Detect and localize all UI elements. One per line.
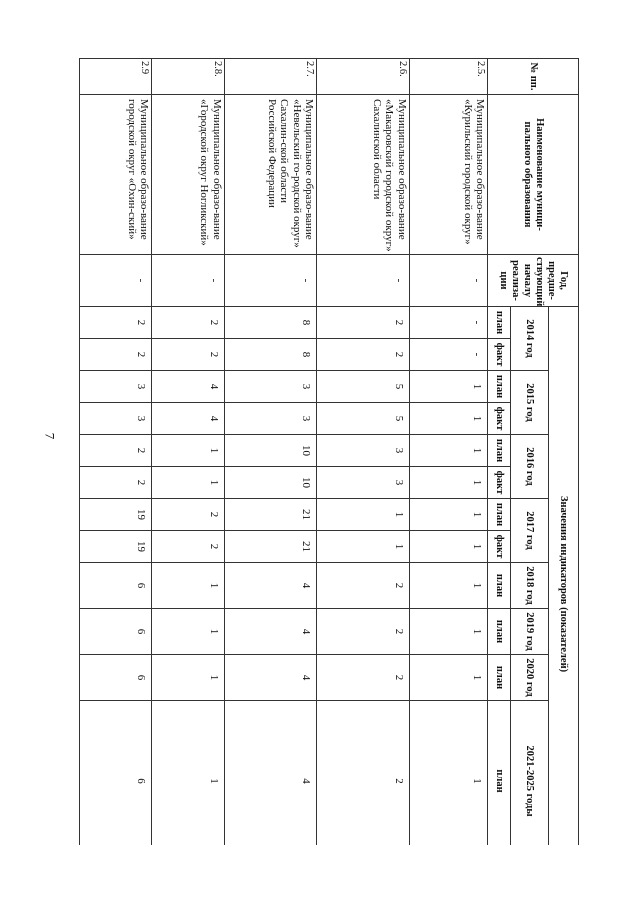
table-row <box>224 59 317 846</box>
indicator-value: - <box>410 307 488 339</box>
year-prior-value: - <box>224 255 317 307</box>
indicator-value: 21 <box>224 531 317 563</box>
indicators-table <box>79 58 579 845</box>
indicator-value: 6 <box>80 609 152 655</box>
row-number: 2.7. <box>224 59 317 95</box>
row-number: 2.9 <box>80 59 152 95</box>
table-row <box>317 59 410 846</box>
indicator-value: 2 <box>152 499 224 531</box>
year-prior-value: - <box>80 255 152 307</box>
indicator-value: 1 <box>410 701 488 846</box>
header-plan: план <box>488 609 510 655</box>
indicator-value: 4 <box>152 403 224 435</box>
row-number: 2.6. <box>317 59 410 95</box>
indicator-value: 8 <box>224 307 317 339</box>
header-fact: факт <box>488 531 510 563</box>
indicator-value: 1 <box>152 609 224 655</box>
header-plan: план <box>488 307 510 339</box>
header-2017: 2017 год <box>510 499 548 563</box>
indicator-value: 2 <box>152 307 224 339</box>
row-number: 2.5. <box>410 59 488 95</box>
table-body <box>80 59 488 846</box>
indicator-value: 2 <box>152 339 224 371</box>
header-plan: план <box>488 701 510 846</box>
indicator-value: 19 <box>80 499 152 531</box>
header-plan: план <box>488 435 510 467</box>
indicator-value: 1 <box>317 499 410 531</box>
indicator-value: 4 <box>224 701 317 846</box>
indicator-value: 8 <box>224 339 317 371</box>
municipality-name: Муниципальное образо-вание городской округ «Охин-ский» <box>80 95 152 255</box>
page-number: 7 <box>42 432 58 440</box>
indicator-value: 1 <box>410 467 488 499</box>
indicator-value: 2 <box>317 339 410 371</box>
header-year-prior: Год, предше-ствующий началу реализа-ции <box>488 255 579 307</box>
table-frame <box>79 58 579 845</box>
indicator-value: 2 <box>317 307 410 339</box>
header-fact: факт <box>488 467 510 499</box>
indicator-value: 1 <box>410 609 488 655</box>
indicator-value: 21 <box>224 499 317 531</box>
indicator-value: 1 <box>410 563 488 609</box>
indicator-value: 3 <box>317 435 410 467</box>
indicator-value: 1 <box>152 563 224 609</box>
indicator-value: 1 <box>410 499 488 531</box>
indicator-value: 2 <box>80 339 152 371</box>
indicator-value: 2 <box>317 563 410 609</box>
indicator-value: 2 <box>317 609 410 655</box>
indicator-value: 1 <box>410 531 488 563</box>
header-name: Наименование муници-пального образования <box>488 95 579 255</box>
municipality-name: Муниципальное образо-вание «Макаровский городской округ» Сахалинской области <box>317 95 410 255</box>
indicator-value: 3 <box>317 467 410 499</box>
year-prior-value: - <box>410 255 488 307</box>
header-2020: 2020 год <box>510 655 548 701</box>
indicator-value: 2 <box>317 655 410 701</box>
indicator-value: 1 <box>410 371 488 403</box>
header-2019: 2019 год <box>510 609 548 655</box>
indicator-value: 3 <box>224 403 317 435</box>
indicator-value: 1 <box>152 435 224 467</box>
header-plan: план <box>488 655 510 701</box>
indicator-value: 6 <box>80 563 152 609</box>
indicator-value: 1 <box>317 531 410 563</box>
header-indicators: Значения индикаторов (показателей) <box>548 307 578 846</box>
header-2018: 2018 год <box>510 563 548 609</box>
header-2014: 2014 год <box>510 307 548 371</box>
indicator-value: 2 <box>80 467 152 499</box>
indicator-value: 1 <box>152 701 224 846</box>
year-prior-value: - <box>152 255 224 307</box>
indicator-value: 10 <box>224 435 317 467</box>
indicator-value: 2 <box>317 701 410 846</box>
indicator-value: 6 <box>80 655 152 701</box>
indicator-value: 1 <box>410 435 488 467</box>
indicator-value: 4 <box>224 609 317 655</box>
indicator-value: 4 <box>224 563 317 609</box>
indicator-value: 19 <box>80 531 152 563</box>
header-plan: план <box>488 371 510 403</box>
table-row <box>80 59 152 846</box>
municipality-name: Муниципальное образо-вание «Курильский городской округ» <box>410 95 488 255</box>
indicator-value: 5 <box>317 371 410 403</box>
indicator-value: 3 <box>80 403 152 435</box>
indicator-value: 6 <box>80 701 152 846</box>
indicator-value: 1 <box>410 655 488 701</box>
header-num: № пп. <box>488 59 579 95</box>
header-fact: факт <box>488 403 510 435</box>
indicator-value: 2 <box>152 531 224 563</box>
municipality-name: Муниципальное образо-вание «Городской округ Ногликский» <box>152 95 224 255</box>
indicator-value: 1 <box>410 403 488 435</box>
header-2015: 2015 год <box>510 371 548 435</box>
indicator-value: 5 <box>317 403 410 435</box>
indicator-value: 2 <box>80 435 152 467</box>
indicator-value: 1 <box>152 467 224 499</box>
indicator-value: - <box>410 339 488 371</box>
header-fact: факт <box>488 339 510 371</box>
header-row-1 <box>548 59 578 846</box>
indicator-value: 3 <box>224 371 317 403</box>
header-2021-2025: 2021-2025 годы <box>510 701 548 846</box>
municipality-name: Муниципальное образо-вание «Невельский го-родской округ» Сахалин-ской области Российской Федерации <box>224 95 317 255</box>
year-prior-value: - <box>317 255 410 307</box>
row-number: 2.8. <box>152 59 224 95</box>
table-row <box>410 59 488 846</box>
indicator-value: 2 <box>80 307 152 339</box>
indicator-value: 10 <box>224 467 317 499</box>
table-row <box>152 59 224 846</box>
header-plan: план <box>488 499 510 531</box>
indicator-value: 1 <box>152 655 224 701</box>
header-2016: 2016 год <box>510 435 548 499</box>
indicator-value: 3 <box>80 371 152 403</box>
header-plan: план <box>488 563 510 609</box>
indicator-value: 4 <box>224 655 317 701</box>
indicator-value: 4 <box>152 371 224 403</box>
